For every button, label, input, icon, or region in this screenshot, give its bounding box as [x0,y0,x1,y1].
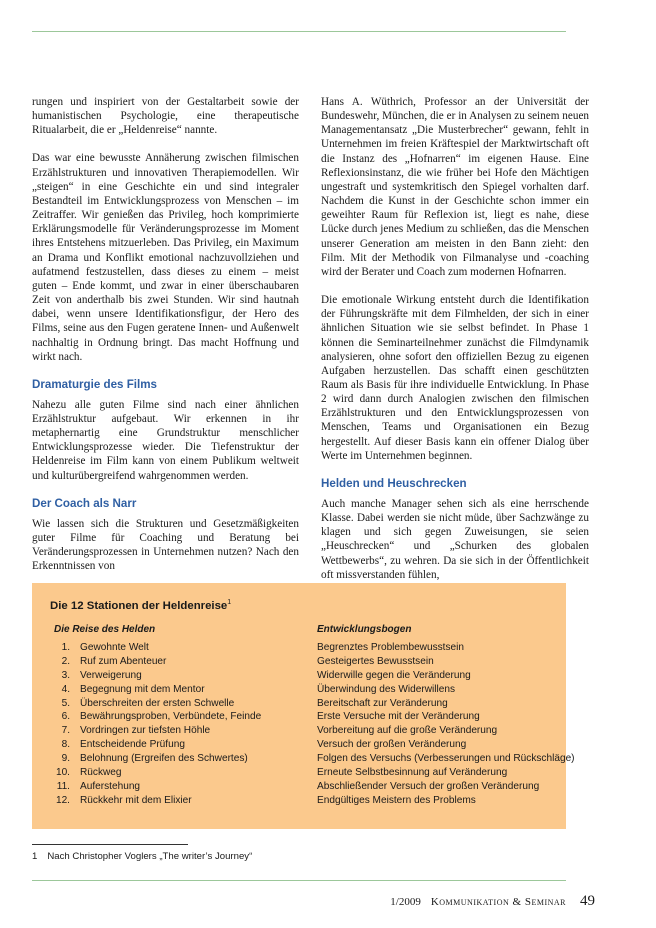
item-label: Verweigerung [80,669,142,681]
footnote-text: Nach Christopher Voglers „The writer’s Journey“ [47,851,253,862]
item-number: 4. [61,683,70,695]
development-arc-item: Endgültiges Meistern des Problems [317,794,476,806]
hero-journey-item [54,780,314,794]
hero-journey-item [54,655,314,669]
item-number: 12. [55,794,70,806]
item-number: 1. [61,641,70,653]
page-number: 49 [580,893,595,909]
item-number: 11. [56,780,70,792]
hero-journey-item [54,669,314,683]
paragraph: rungen und inspiriert von der Gestaltarbeit sowie der humanistischen Psychologie, eine therapeutische Ritualarbeit, die er „Heldenreise“ nannte. [32,96,299,137]
right-column [321,95,589,596]
item-label: Rückweg [80,767,122,779]
item-number: 8. [61,739,70,751]
hero-journey-item [54,738,314,752]
development-arc-item: Gesteigertes Bewusstsein [317,655,434,667]
development-arc-item: Folgen des Versuchs (Verbesserungen und Rückschläge) [317,753,575,765]
hero-journey-item [54,766,314,780]
item-label: Gewohnte Welt [80,641,149,653]
development-arc-item: Begrenztes Problembewusstsein [317,641,464,653]
paragraph: Das war eine bewusste Annäherung zwischen filmischen Erzählstrukturen und innovativen Therapiemodellen. Wir „steigen“ in eine Geschichte ein und sind integraler Bestandteil im Entwicklungsprozess von Menschen – im Zeitraffer. Wir genießen das Privileg, hoch komprimierte Erklärungsmodelle für Veränderungsprozesse im Moment ihres Entstehens mitzuerleben. Das Privileg, ein Maximum an Drama und Konflikt emotional nachzuvollziehen und aufatmend festzustellen, dass dieses zu einem – meist guten – Ende kommt, und zwar in einer überschaubaren Zeit von anderthalb bis zwei Stunden. Wir sind hautnah dabei, wenn unsere Identifikationsfigur, der Hero des Films, seine aus den Fugen geratene Innen- und Außenwelt nachhaltig in Ordnung bringt. Das macht Hoffnung und wirkt nach. [32,152,299,363]
magazine-title: Kommunikation & Seminar [430,896,566,908]
item-label: Auferstehung [80,780,141,792]
development-arc-heading: Entwicklungsbogen [317,624,412,635]
item-number: 7. [61,725,70,737]
hero-journey-item [54,710,314,724]
development-arc-item: Widerwille gegen die Veränderung [317,669,471,681]
item-number: 3. [61,669,70,681]
box-title [50,599,231,612]
item-number: 9. [61,753,70,765]
hero-journey-item [54,724,314,738]
development-arc-item: Versuch der großen Veränderung [317,739,467,751]
item-number: 2. [61,655,70,667]
hero-journey-heading: Die Reise des Helden [54,624,156,635]
section-heading-dramaturgie: Dramaturgie des Films [32,377,157,391]
issue-number: 1/2009 [390,896,421,908]
item-label: Entscheidende Prüfung [80,739,185,751]
development-arc-list [317,641,575,808]
item-label: Vordringen zur tiefsten Höhle [80,725,211,737]
hero-journey-item [54,794,314,808]
hero-journey-item [54,683,314,697]
paragraph: Die emotionale Wirkung entsteht durch die Identifikation der Führungskräfte mit dem Filmhelden, der sich in einer ähnlichen Situation wie sie selbst befindet. In Phase 1 können die Seminarteilnehmer zunächst die Filmdynamik analysieren, ohne sofort den offiziellen Bezug zu eigenen Aufgaben herzustellen. Das schafft einen geschützten Raum als Basis für ihre individuelle Entwicklung. In Phase 2 wird dann durch Analogien zwischen den filmischen Erzählstrukturen und den Entwicklungsprozessen von Menschen, Teams und Organisationen ein Bezug hergestellt. Auf dieser Basis kann ein offener Dialog über Werte im Unternehmen beginnen. [321,294,589,462]
development-arc-item: Bereitschaft zur Veränderung [317,697,448,709]
paragraph: Hans A. Wüthrich, Professor an der Universität der Bundeswehr, München, die er in Analysen zu seinem neuen Managementansatz „Die Musterbrecher“ gewann, fehlt in Unternehmen im freien Kräftespiel der Marktwirtschaft oft die Instanz des „Hofnarren“ im eigenen Hause. Eine Reflexionsinstanz, die wie früher bei Hofe den Mächtigen ungestraft und systemkritisch den Spiegel vorhalten darf. Nachdem die Kunst in der Geschichte schon immer ein geweihter Raum für Reflexion ist, liegt es nahe, diese Lücke durch jenes Medium zu schließen, das die Menschen unserer Generation am meisten in den Bann zieht: den Film. Mit der Methodik von Filmanalyse und -coaching wird der Berater und Coach zum modernen Hofnarren. [321,96,589,278]
item-label: Begegnung mit dem Mentor [80,683,205,695]
item-number: 6. [61,711,70,723]
item-label: Bewährungsproben, Verbündete, Feinde [80,711,262,723]
footnote-divider [32,844,188,845]
footnote-marker: 1 [227,599,232,606]
top-divider [32,31,566,32]
hero-journey-column [54,623,314,808]
development-arc-column [317,623,575,808]
left-column [32,95,299,587]
footnote-number: 1 [32,851,38,862]
development-arc-item: Abschließender Versuch der großen Veränderung [317,780,540,792]
paragraph: Nahezu alle guten Filme sind nach einer ähnlichen Erzählstruktur aufgebaut. Wir erkennen in ihr metaphernartig eine Grundstruktur menschlicher Entwicklungsprozesse wieder. Die Tiefenstruktur der Heldenreise im Film kann von einem Publikum weltweit und kulturübergreifend wahrgenommen werden. [32,398,299,482]
development-arc-item: Überwindung des Widerwillens [317,683,456,695]
paragraph: Wie lassen sich die Strukturen und Gesetzmäßigkeiten guter Filme für Coaching und Beratung bei Veränderungsprozessen in Unternehmen nutzen? Nach den Erkenntnissen von [32,517,299,573]
item-number: 5. [61,697,70,709]
item-label: Ruf zum Abenteuer [80,655,167,667]
hero-journey-item [54,641,314,655]
section-heading-coach: Der Coach als Narr [32,496,137,510]
box-title-text: Die 12 Stationen der Heldenreise [50,599,228,612]
hero-journey-list [54,641,314,808]
item-label: Belohnung (Ergreifen des Schwertes) [80,753,248,765]
footnote [32,851,252,862]
paragraph: Auch manche Manager sehen sich als eine herrschende Klasse. Dabei werden sie nicht müde, über Sachzwänge zu klagen und sich gegen Zuweisungen, sie seien „Heuschrecken“ und „Schurken des globalen Wettbewerbs“, zu wehren. Da sie sich in der Öffentlichkeit oft missverstanden fühlen, [321,497,589,581]
hero-journey-item [54,752,314,766]
bottom-divider [32,880,566,881]
info-box-heldenreise [32,583,575,829]
item-number: 10. [55,767,70,779]
development-arc-item: Erneute Selbstbesinnung auf Veränderung [317,767,508,779]
item-label: Überschreiten der ersten Schwelle [80,697,235,709]
section-heading-helden: Helden und Heuschrecken [321,476,467,490]
development-arc-item: Erste Versuche mit der Veränderung [317,711,480,723]
page-footer [390,893,595,910]
hero-journey-item [54,697,314,711]
item-label: Rückkehr mit dem Elixier [80,794,192,806]
development-arc-item: Vorbereitung auf die große Veränderung [317,725,498,737]
